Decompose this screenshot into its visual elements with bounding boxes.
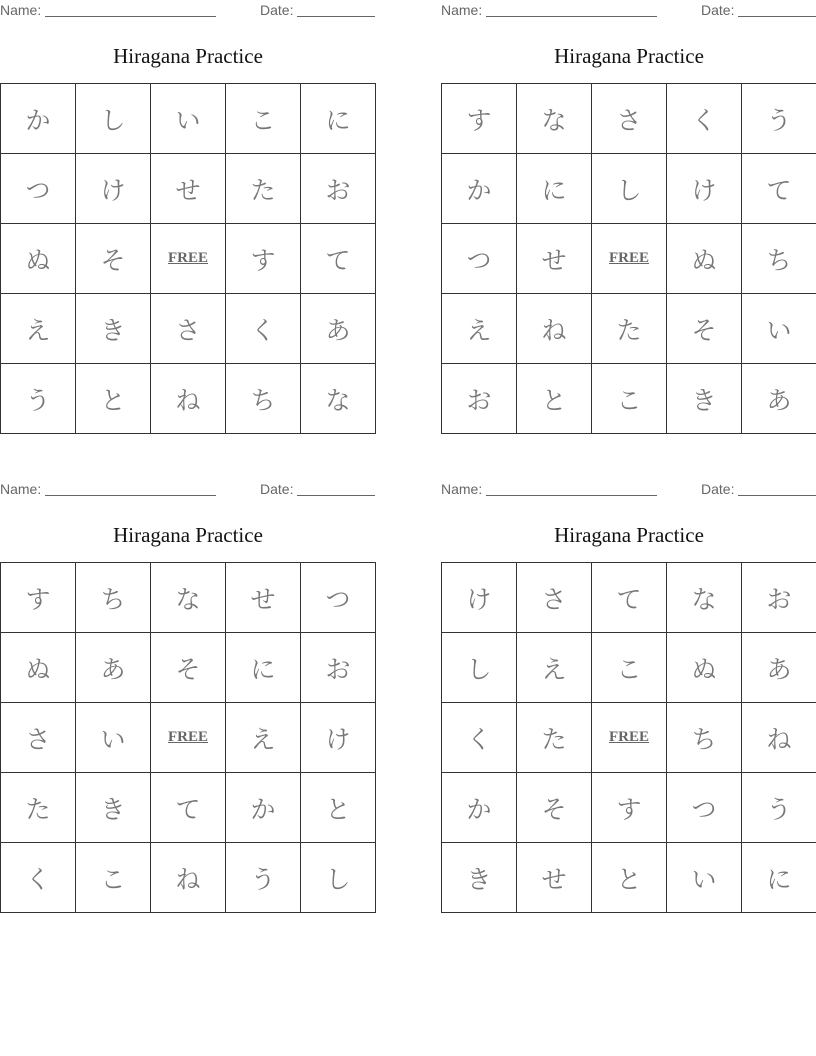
grid-cell: ぬ (1, 224, 76, 294)
grid-cell: に (517, 154, 592, 224)
grid-cell: そ (517, 773, 592, 843)
grid-cell: き (76, 773, 151, 843)
grid-cell: き (76, 294, 151, 364)
grid-cell: あ (301, 294, 376, 364)
card-title: Hiragana Practice (554, 44, 704, 68)
grid-cell: て (742, 154, 816, 224)
bingo-card (0, 0, 376, 415)
bingo-card (0, 479, 376, 894)
grid-cell: あ (742, 364, 816, 434)
grid-cell: こ (592, 364, 667, 434)
grid-cell: ち (226, 364, 301, 434)
grid-cell: た (592, 294, 667, 364)
grid-cell: し (301, 843, 376, 913)
grid-cell: し (592, 154, 667, 224)
free-space: FREE (151, 224, 226, 294)
grid-cell: そ (667, 294, 742, 364)
grid-cell: な (517, 84, 592, 154)
grid-cell: け (301, 703, 376, 773)
grid-cell: た (226, 154, 301, 224)
grid-cell: か (442, 773, 517, 843)
grid-cell: と (517, 364, 592, 434)
date-field (260, 481, 375, 497)
free-space: FREE (592, 703, 667, 773)
name-field (441, 2, 657, 18)
grid-cell: ね (151, 364, 226, 434)
grid-cell: い (742, 294, 816, 364)
grid-cell: え (226, 703, 301, 773)
grid-cell: け (76, 154, 151, 224)
card-header (441, 0, 816, 20)
grid-cell: お (301, 154, 376, 224)
grid-cell: か (226, 773, 301, 843)
grid-cell: に (226, 633, 301, 703)
date-label: Date: (260, 2, 294, 18)
name-label: Name: (0, 2, 42, 18)
free-space: FREE (151, 703, 226, 773)
grid-cell: う (1, 364, 76, 434)
grid-cell: こ (226, 84, 301, 154)
grid-cell: さ (592, 84, 667, 154)
grid-cell: つ (442, 224, 517, 294)
grid-cell: あ (76, 633, 151, 703)
grid-cell: そ (76, 224, 151, 294)
grid-cell: ぬ (667, 633, 742, 703)
grid-cell: に (301, 84, 376, 154)
grid-cell: す (592, 773, 667, 843)
grid-cell: つ (667, 773, 742, 843)
grid-cell: し (76, 84, 151, 154)
grid-cell: い (76, 703, 151, 773)
name-field (441, 481, 657, 497)
grid-cell: せ (226, 563, 301, 633)
grid-cell: ね (517, 294, 592, 364)
card-title: Hiragana Practice (554, 523, 704, 547)
grid-cell: ぬ (667, 224, 742, 294)
grid-cell: ち (667, 703, 742, 773)
name-label: Name: (441, 481, 483, 497)
bingo-card (441, 479, 816, 894)
grid-cell: て (151, 773, 226, 843)
grid-cell: せ (151, 154, 226, 224)
grid-cell: と (301, 773, 376, 843)
name-blank-line (486, 483, 657, 496)
grid-cell: た (1, 773, 76, 843)
name-field (0, 2, 216, 18)
bingo-grid (441, 83, 816, 434)
name-blank-line (45, 483, 216, 496)
date-label: Date: (701, 2, 735, 18)
grid-cell: さ (517, 563, 592, 633)
name-field (0, 481, 216, 497)
card-header (0, 0, 376, 20)
grid-cell: お (301, 633, 376, 703)
grid-cell: ぬ (1, 633, 76, 703)
grid-cell: な (151, 563, 226, 633)
card-title: Hiragana Practice (113, 523, 263, 547)
grid-cell: さ (1, 703, 76, 773)
grid-cell: つ (301, 563, 376, 633)
grid-cell: ち (76, 563, 151, 633)
grid-cell: く (667, 84, 742, 154)
card-title: Hiragana Practice (113, 44, 263, 68)
grid-cell: な (667, 563, 742, 633)
grid-cell: と (592, 843, 667, 913)
grid-cell: つ (1, 154, 76, 224)
card-header (0, 479, 376, 499)
free-space: FREE (592, 224, 667, 294)
grid-cell: う (226, 843, 301, 913)
grid-cell: な (301, 364, 376, 434)
bingo-card (441, 0, 816, 415)
grid-cell: き (442, 843, 517, 913)
grid-cell: う (742, 84, 816, 154)
grid-cell: た (517, 703, 592, 773)
grid-cell: こ (592, 633, 667, 703)
name-label: Name: (441, 2, 483, 18)
grid-cell: い (151, 84, 226, 154)
grid-cell: せ (517, 843, 592, 913)
grid-cell: お (442, 364, 517, 434)
date-blank-line (738, 4, 816, 17)
grid-cell: ち (742, 224, 816, 294)
date-blank-line (297, 4, 375, 17)
date-blank-line (738, 483, 816, 496)
card-header (441, 479, 816, 499)
grid-cell: く (442, 703, 517, 773)
grid-cell: し (442, 633, 517, 703)
grid-cell: け (667, 154, 742, 224)
grid-cell: て (301, 224, 376, 294)
grid-cell: に (742, 843, 816, 913)
grid-cell: か (1, 84, 76, 154)
grid-cell: す (442, 84, 517, 154)
date-label: Date: (260, 481, 294, 497)
grid-cell: き (667, 364, 742, 434)
grid-cell: あ (742, 633, 816, 703)
grid-cell: え (442, 294, 517, 364)
grid-cell: か (442, 154, 517, 224)
date-label: Date: (701, 481, 735, 497)
grid-cell: お (742, 563, 816, 633)
name-blank-line (486, 4, 657, 17)
grid-cell: て (592, 563, 667, 633)
grid-cell: す (226, 224, 301, 294)
grid-cell: え (1, 294, 76, 364)
name-label: Name: (0, 481, 42, 497)
grid-cell: と (76, 364, 151, 434)
grid-cell: う (742, 773, 816, 843)
date-field (701, 481, 816, 497)
date-blank-line (297, 483, 375, 496)
grid-cell: け (442, 563, 517, 633)
date-field (260, 2, 375, 18)
name-blank-line (45, 4, 216, 17)
bingo-grid (0, 83, 376, 434)
grid-cell: い (667, 843, 742, 913)
grid-cell: こ (76, 843, 151, 913)
grid-cell: せ (517, 224, 592, 294)
grid-cell: ね (742, 703, 816, 773)
bingo-grid (441, 562, 816, 913)
grid-cell: く (1, 843, 76, 913)
bingo-grid (0, 562, 376, 913)
grid-cell: す (1, 563, 76, 633)
date-field (701, 2, 816, 18)
grid-cell: え (517, 633, 592, 703)
grid-cell: ね (151, 843, 226, 913)
grid-cell: さ (151, 294, 226, 364)
grid-cell: そ (151, 633, 226, 703)
grid-cell: く (226, 294, 301, 364)
